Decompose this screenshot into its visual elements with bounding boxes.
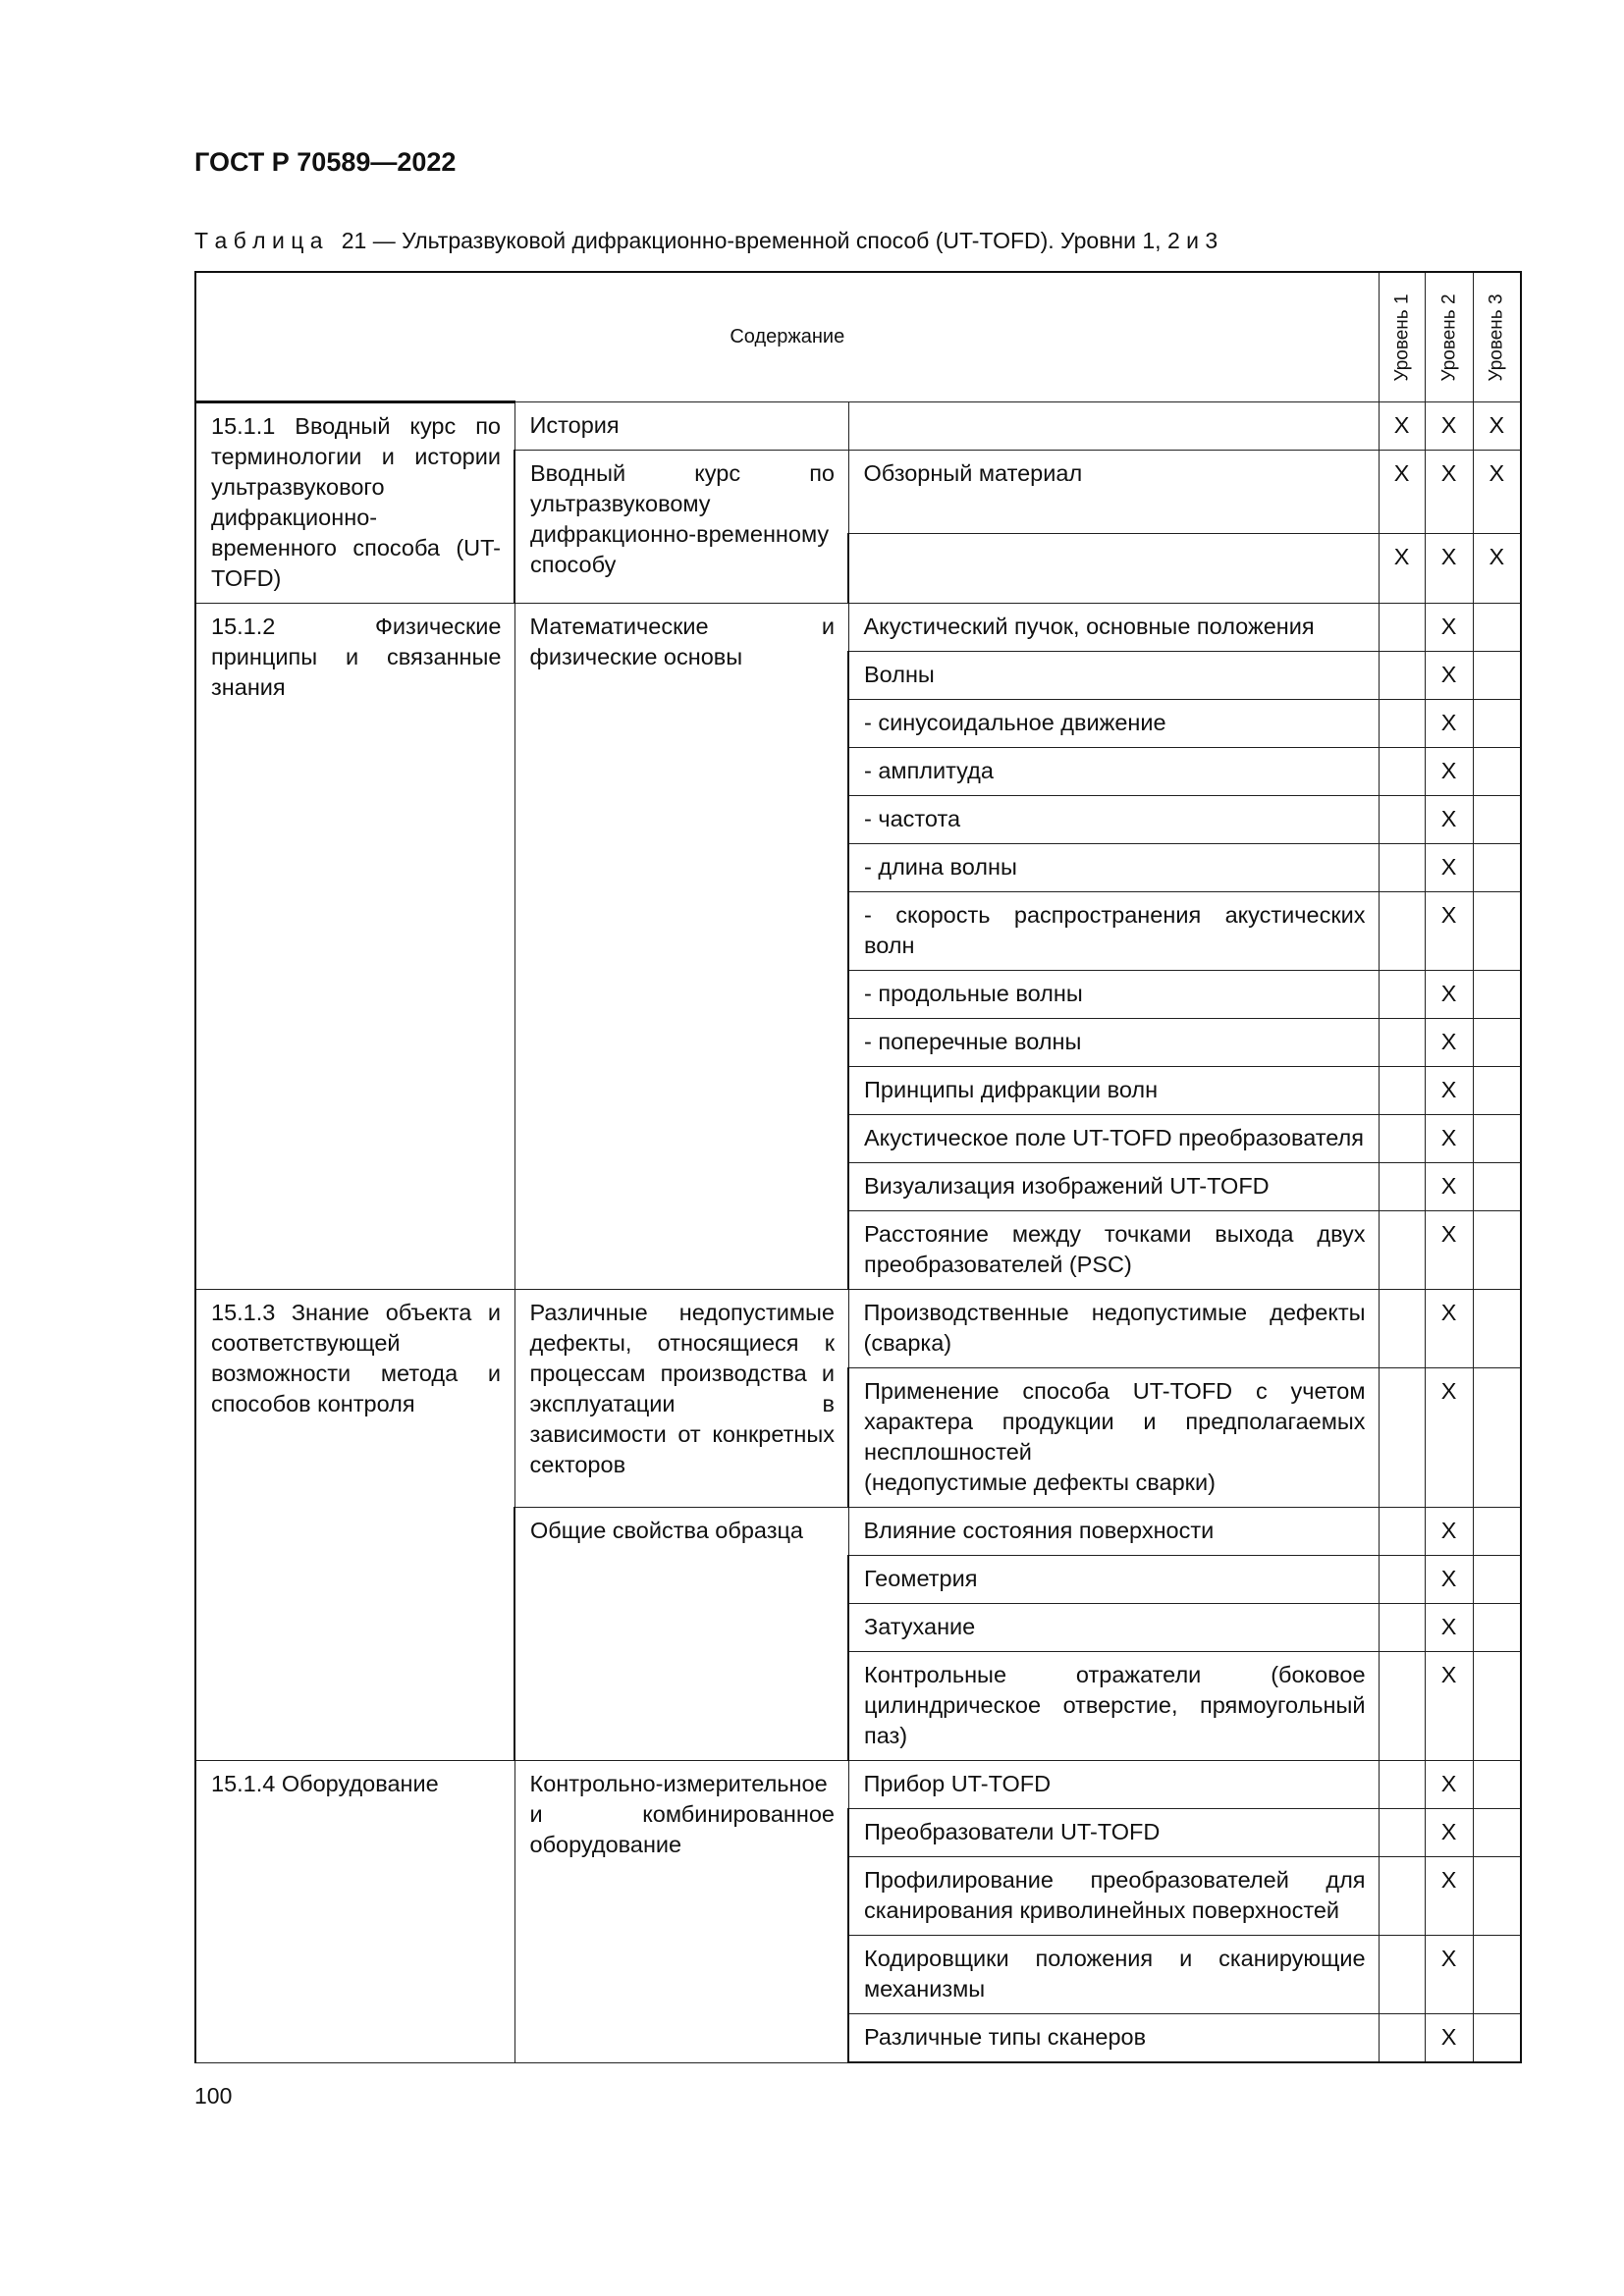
level-3-mark: [1473, 844, 1521, 892]
level-3-mark: [1473, 796, 1521, 844]
level-2-mark: X: [1425, 1556, 1473, 1604]
level-3-mark: [1473, 1019, 1521, 1067]
level-3-mark: [1473, 1857, 1521, 1936]
header-level-1-label: Уровень 1: [1391, 293, 1413, 382]
level-3-mark: [1473, 971, 1521, 1019]
level-2-mark: X: [1425, 1604, 1473, 1652]
level-3-mark: [1473, 1652, 1521, 1761]
row-text: Производственные недопустимые дефекты (сварка): [848, 1290, 1379, 1368]
row-text: Затухание: [848, 1604, 1379, 1652]
level-3-mark: [1473, 1761, 1521, 1809]
level-2-mark: X: [1425, 1290, 1473, 1368]
level-2-mark: X: [1425, 1211, 1473, 1290]
row-text: Геометрия: [848, 1556, 1379, 1604]
level-2-mark: X: [1425, 2014, 1473, 2063]
level-1-mark: [1379, 971, 1425, 1019]
level-1-mark: [1379, 1936, 1425, 2014]
table-row: [195, 1761, 1521, 1809]
level-2-mark: X: [1425, 1115, 1473, 1163]
level-2-mark: X: [1425, 534, 1473, 604]
group-title: Математические и физические основы: [514, 604, 848, 1290]
level-1-mark: X: [1379, 402, 1425, 451]
level-2-mark: X: [1425, 1019, 1473, 1067]
level-1-mark: [1379, 748, 1425, 796]
level-3-mark: [1473, 1163, 1521, 1211]
section-title: 15.1.3 Знание объекта и соответствующей возможности метода и способов контроля: [195, 1290, 514, 1761]
level-1-mark: [1379, 1290, 1425, 1368]
requirements-table: [194, 271, 1522, 2063]
level-3-mark: [1473, 1809, 1521, 1857]
level-3-mark: X: [1473, 534, 1521, 604]
group-title: Вводный курс по ультразвуковому дифракционно-временному способу: [514, 451, 848, 604]
level-2-mark: X: [1425, 1652, 1473, 1761]
table-row: [195, 1290, 1521, 1368]
level-2-mark: X: [1425, 604, 1473, 652]
row-text: Визуализация изображений UT-TOFD: [848, 1163, 1379, 1211]
header-level-3-label: Уровень 3: [1486, 293, 1507, 382]
level-1-mark: [1379, 1019, 1425, 1067]
level-2-mark: X: [1425, 1067, 1473, 1115]
group-title: Общие свойства образца: [514, 1508, 848, 1761]
row-text: Прибор UT-TOFD: [848, 1761, 1379, 1809]
level-1-mark: [1379, 1761, 1425, 1809]
level-1-mark: X: [1379, 451, 1425, 534]
row-text: Кодировщики положения и сканирующие механизмы: [848, 1936, 1379, 2014]
level-3-mark: [1473, 1604, 1521, 1652]
level-1-mark: [1379, 700, 1425, 748]
level-2-mark: X: [1425, 1857, 1473, 1936]
level-1-mark: [1379, 1604, 1425, 1652]
level-3-mark: X: [1473, 451, 1521, 534]
row-text: Различные типы сканеров: [848, 2014, 1379, 2063]
level-2-mark: X: [1425, 971, 1473, 1019]
row-text: - продольные волны: [848, 971, 1379, 1019]
level-1-mark: [1379, 892, 1425, 971]
level-3-mark: [1473, 1936, 1521, 2014]
group-title: История: [514, 402, 848, 451]
row-text: Принципы дифракции волн: [848, 1067, 1379, 1115]
page-number: 100: [194, 2083, 233, 2109]
level-2-mark: X: [1425, 1163, 1473, 1211]
table-row: [195, 604, 1521, 652]
row-text: [848, 534, 1379, 604]
level-3-mark: X: [1473, 402, 1521, 451]
level-3-mark: [1473, 1368, 1521, 1508]
level-1-mark: [1379, 1115, 1425, 1163]
row-text: - амплитуда: [848, 748, 1379, 796]
document-code: ГОСТ Р 70589—2022: [194, 147, 457, 177]
group-title: Различные недопустимые дефекты, относящиеся к процессам производства и эксплуатации в зависимости от конкретных секторов: [514, 1290, 848, 1508]
row-text: - поперечные волны: [848, 1019, 1379, 1067]
header-level-3: [1473, 272, 1521, 402]
header-level-2-label: Уровень 2: [1438, 293, 1460, 382]
level-1-mark: [1379, 1652, 1425, 1761]
table-row: [195, 402, 1521, 451]
level-1-mark: [1379, 1556, 1425, 1604]
level-2-mark: X: [1425, 402, 1473, 451]
header-level-1: [1379, 272, 1425, 402]
level-3-mark: [1473, 604, 1521, 652]
level-3-mark: [1473, 1508, 1521, 1556]
level-3-mark: [1473, 1115, 1521, 1163]
level-2-mark: X: [1425, 1809, 1473, 1857]
header-level-2: [1425, 272, 1473, 402]
row-text: - длина волны: [848, 844, 1379, 892]
level-1-mark: [1379, 796, 1425, 844]
row-text: [848, 402, 1379, 451]
row-text: Применение способа UT-TOFD с учетом характера продукции и предполагаемых несплошностей (недопустимые дефекты сварки): [848, 1368, 1379, 1508]
level-2-mark: X: [1425, 748, 1473, 796]
level-1-mark: [1379, 1368, 1425, 1508]
section-title: 15.1.4 Оборудование: [195, 1761, 514, 2063]
row-text: - частота: [848, 796, 1379, 844]
level-2-mark: X: [1425, 796, 1473, 844]
level-2-mark: X: [1425, 700, 1473, 748]
row-text: - скорость распространения акустических волн: [848, 892, 1379, 971]
level-1-mark: [1379, 844, 1425, 892]
row-text: Акустическое поле UT-TOFD преобразователя: [848, 1115, 1379, 1163]
section-title: 15.1.1 Вводный курс по терминологии и истории ультразвукового дифракционно-временного способа (UT-TOFD): [195, 402, 514, 604]
row-text: Обзорный материал: [848, 451, 1379, 534]
level-2-mark: X: [1425, 652, 1473, 700]
table-caption: Т а б л и ц а 21 — Ультразвуковой дифракционно-временной способ (UT-TOFD). Уровни 1, 2 и 3: [194, 228, 1218, 253]
level-1-mark: [1379, 1809, 1425, 1857]
level-1-mark: [1379, 1857, 1425, 1936]
level-3-mark: [1473, 1067, 1521, 1115]
row-text: Волны: [848, 652, 1379, 700]
level-1-mark: [1379, 604, 1425, 652]
level-1-mark: [1379, 1163, 1425, 1211]
level-3-mark: [1473, 652, 1521, 700]
row-text: Влияние состояния поверхности: [848, 1508, 1379, 1556]
level-1-mark: [1379, 1508, 1425, 1556]
level-2-mark: X: [1425, 1508, 1473, 1556]
level-3-mark: [1473, 1290, 1521, 1368]
level-3-mark: [1473, 2014, 1521, 2063]
section-title: 15.1.2 Физические принципы и связанные знания: [195, 604, 514, 1290]
header-content: Содержание: [195, 272, 1379, 402]
level-3-mark: [1473, 1211, 1521, 1290]
level-2-mark: X: [1425, 892, 1473, 971]
table-header-row: [195, 272, 1521, 402]
level-1-mark: [1379, 2014, 1425, 2063]
row-text: Акустический пучок, основные положения: [848, 604, 1379, 652]
level-2-mark: X: [1425, 1368, 1473, 1508]
level-1-mark: [1379, 652, 1425, 700]
level-2-mark: X: [1425, 1761, 1473, 1809]
level-3-mark: [1473, 700, 1521, 748]
level-3-mark: [1473, 892, 1521, 971]
row-text: - синусоидальное движение: [848, 700, 1379, 748]
row-text: Контрольные отражатели (боковое цилиндрическое отверстие, прямоугольный паз): [848, 1652, 1379, 1761]
level-1-mark: [1379, 1067, 1425, 1115]
level-2-mark: X: [1425, 1936, 1473, 2014]
level-2-mark: X: [1425, 844, 1473, 892]
row-text: Профилирование преобразователей для сканирования криволинейных поверхностей: [848, 1857, 1379, 1936]
group-title: Контрольно-измерительное и комбинированное оборудование: [514, 1761, 848, 2063]
row-text: Расстояние между точками выхода двух преобразователей (PSC): [848, 1211, 1379, 1290]
level-1-mark: X: [1379, 534, 1425, 604]
level-3-mark: [1473, 1556, 1521, 1604]
level-2-mark: X: [1425, 451, 1473, 534]
level-1-mark: [1379, 1211, 1425, 1290]
row-text: Преобразователи UT-TOFD: [848, 1809, 1379, 1857]
level-3-mark: [1473, 748, 1521, 796]
